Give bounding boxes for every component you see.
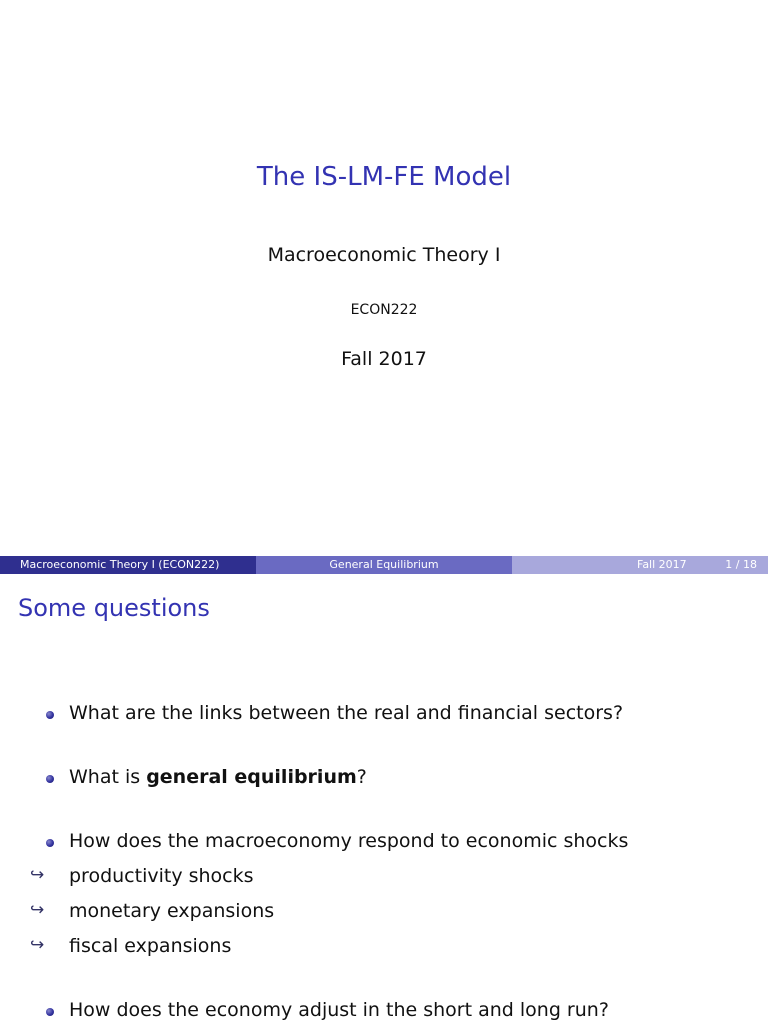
sub-list-item-text: fiscal expansions	[69, 935, 232, 957]
questions-slide	[0, 574, 768, 1024]
footer-author: Macroeconomic Theory I (ECON222)	[0, 556, 256, 574]
presentation-author: ECON222	[350, 302, 418, 318]
list-item-text: How does the economy adjust in the short and long run?	[69, 999, 609, 1021]
footer-date-page	[512, 556, 768, 574]
footer-page-number: 1 / 18	[725, 558, 757, 571]
presentation-subtitle: Macroeconomic Theory I	[267, 244, 501, 266]
list-item-text	[69, 766, 367, 788]
hook-arrow-icon: ↪	[30, 865, 45, 885]
bullet-icon	[46, 775, 54, 783]
bullet-icon	[46, 711, 54, 719]
footer-date: Fall 2017	[637, 558, 687, 571]
hook-arrow-icon: ↪	[30, 935, 45, 955]
frame-title: Some questions	[18, 594, 210, 622]
list-item-prefix: What is	[69, 766, 147, 788]
sub-list-item-text: productivity shocks	[69, 865, 254, 887]
presentation-title: The IS-LM-FE Model	[256, 162, 512, 192]
bullet-icon	[46, 839, 54, 847]
slide-footer	[0, 556, 768, 574]
sub-list-item-text: monetary expansions	[69, 900, 275, 922]
hook-arrow-icon: ↪	[30, 900, 45, 920]
presentation-date: Fall 2017	[341, 348, 427, 370]
list-item-text: How does the macroeconomy respond to economic shocks	[69, 830, 629, 852]
footer-section-title: General Equilibrium	[256, 556, 512, 574]
list-item-emphasis: general equilibrium	[146, 766, 357, 788]
list-item-text: What are the links between the real and financial sectors?	[69, 702, 624, 724]
list-item-suffix: ?	[356, 766, 367, 788]
bullet-icon	[46, 1008, 54, 1016]
